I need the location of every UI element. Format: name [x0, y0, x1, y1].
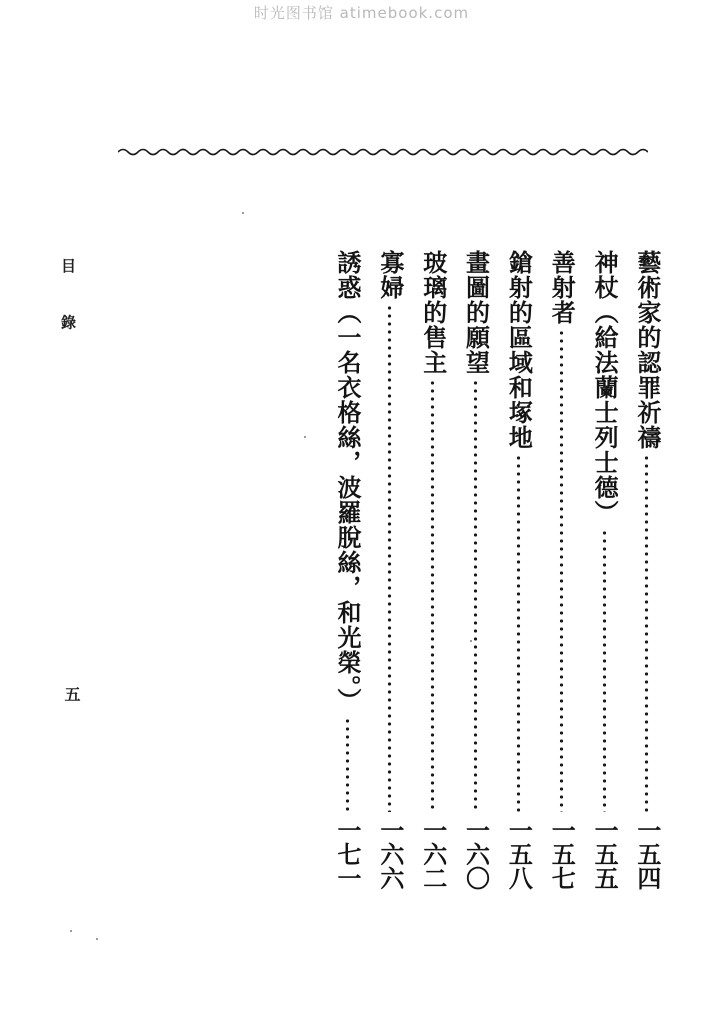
toc-entry [632, 250, 662, 890]
watermark: 时光图书馆 atimebook.com [253, 4, 470, 22]
toc-entry-page: 一五七 [547, 818, 577, 890]
dot-leader [345, 717, 350, 812]
paper-speck [96, 938, 98, 940]
toc-entry-title: 鎗射的區域和塚地 [504, 250, 534, 450]
toc-entry-title: 善射者 [547, 250, 577, 325]
dot-leader [387, 304, 392, 812]
dot-leader [473, 379, 478, 812]
paper-speck [70, 930, 72, 932]
toc-entry-page: 一六六 [375, 818, 405, 890]
toc-entry-title: 畫圖的願望 [461, 250, 491, 375]
toc-entry-page: 一六〇 [461, 818, 491, 890]
toc-entry-page: 一五五 [590, 818, 620, 890]
page-number: 五 [62, 686, 81, 702]
wavy-divider [118, 145, 648, 159]
dot-leader [516, 454, 521, 812]
toc-entry-title: 神杖（給法蘭士列士德） [590, 250, 620, 525]
dot-leader [430, 379, 435, 812]
toc-entry-page: 一五四 [632, 818, 662, 890]
toc-entry [503, 250, 533, 890]
running-header: 目 錄 [59, 258, 77, 348]
paper-speck [242, 212, 244, 214]
table-of-contents [332, 250, 662, 890]
dot-leader [602, 529, 607, 812]
toc-entry-title: 玻璃的售主 [418, 250, 448, 375]
toc-entry [546, 250, 576, 890]
paper-speck [470, 640, 472, 642]
toc-entry [375, 250, 405, 890]
toc-entry [332, 250, 362, 890]
dot-leader [559, 329, 564, 812]
toc-entry-page: 一五八 [504, 818, 534, 890]
toc-entry-title: 誘惑（一名衣格絲，波羅脫絲，和光榮。） [333, 250, 362, 713]
toc-entry [589, 250, 619, 890]
dot-leader [644, 454, 649, 812]
toc-entry [418, 250, 448, 890]
toc-entry-page: 一六二 [418, 818, 448, 890]
toc-entry [461, 250, 491, 890]
toc-entry-title: 藝術家的認罪祈禱 [632, 250, 662, 450]
paper-speck [304, 436, 306, 438]
toc-entry-title: 寡婦 [375, 250, 405, 300]
toc-entry-page: 一七一 [333, 818, 362, 890]
